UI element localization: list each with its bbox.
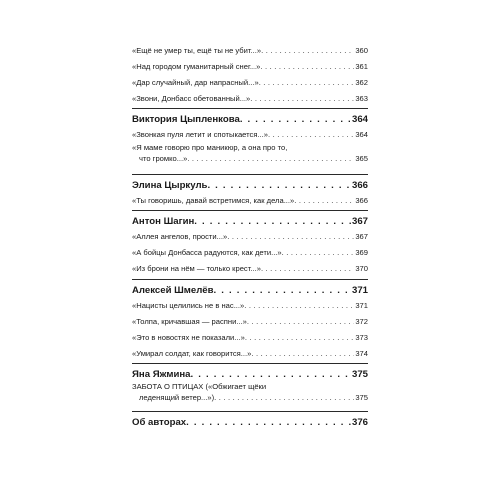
author-name: Яна Яжмина — [132, 369, 191, 380]
dot-leader — [207, 179, 351, 192]
entry-title-line1: «Я маме говорю про маникюр, а она про то, — [132, 143, 288, 152]
dot-leader — [250, 93, 354, 105]
entry-page: 364 — [355, 130, 368, 139]
entry-title: «Над городом гуманитарный снег...» — [132, 62, 261, 71]
dot-leader — [214, 284, 351, 297]
author-name: Элина Цыркуль — [132, 180, 208, 191]
dot-leader — [240, 113, 351, 126]
entry-title: «Дар случайный, дар напрасный...» — [132, 78, 259, 87]
toc-entry — [132, 247, 368, 259]
toc-entry-multiline — [132, 142, 368, 164]
entry-page: 371 — [355, 301, 368, 310]
entry-title: «Звонкая пуля летит и спотыкается...» — [132, 130, 269, 139]
toc-entry — [132, 348, 368, 360]
entry-page: 375 — [355, 393, 368, 402]
entry-title: «Аллея ангелов, прости...» — [132, 232, 228, 241]
dot-leader — [261, 263, 354, 275]
toc-entry — [132, 77, 368, 89]
dot-leader — [186, 416, 351, 429]
author-name: Об авторах — [132, 417, 187, 428]
toc-entry — [132, 231, 368, 243]
toc-author — [132, 284, 368, 297]
entry-title-line1: ЗАБОТА О ПТИЦАХ («Обжигает щёки — [132, 382, 267, 391]
entry-page: 363 — [355, 94, 368, 103]
dot-leader — [227, 231, 354, 243]
entry-title: «Из брони на нём — только крест...» — [132, 264, 261, 273]
dot-leader — [245, 332, 354, 344]
author-name: Алексей Шмелёв — [132, 285, 214, 296]
entry-page: 370 — [355, 264, 368, 273]
toc-author — [132, 113, 368, 126]
entry-title-line2: леденящий ветер...») — [139, 393, 215, 402]
section-divider — [132, 363, 368, 364]
entry-page: 374 — [355, 349, 368, 358]
entry-page: 365 — [355, 154, 368, 163]
section-divider — [132, 411, 368, 412]
section-divider — [132, 279, 368, 280]
dot-leader — [261, 45, 354, 57]
author-page: 364 — [351, 114, 368, 125]
dot-leader — [247, 316, 354, 328]
author-name: Виктория Цыпленкова — [132, 114, 240, 125]
toc-entry — [132, 45, 368, 57]
dot-leader — [282, 247, 355, 259]
author-page: 366 — [351, 180, 368, 191]
toc-entry — [132, 316, 368, 328]
entry-page: 360 — [355, 46, 368, 55]
section-divider — [132, 210, 368, 211]
dot-leader — [187, 153, 354, 164]
toc-entry — [132, 93, 368, 105]
dot-leader — [214, 392, 354, 403]
dot-leader — [259, 77, 355, 89]
entry-page: 369 — [355, 248, 368, 257]
entry-title: «Ты говоришь, давай встретимся, как дела...» — [132, 196, 295, 205]
author-page: 375 — [351, 369, 368, 380]
section-divider — [132, 174, 368, 175]
author-page: 367 — [351, 216, 368, 227]
entry-title: «Нацисты целились не в нас...» — [132, 301, 245, 310]
dot-leader — [294, 195, 354, 207]
toc-entry — [132, 263, 368, 275]
dot-leader — [251, 348, 354, 360]
entry-title: «Толпа, кричавшая — распни...» — [132, 317, 247, 326]
entry-title-line2-row — [132, 392, 368, 403]
toc-entry-multiline — [132, 381, 368, 403]
entry-page: 373 — [355, 333, 368, 342]
toc-entry — [132, 61, 368, 73]
dot-leader — [260, 61, 354, 73]
toc-entry — [132, 300, 368, 312]
entry-title-line2-row — [132, 153, 368, 164]
dot-leader — [268, 129, 354, 141]
toc-entry — [132, 195, 368, 207]
entry-title: «Звони, Донбасс обетованный...» — [132, 94, 251, 103]
entry-title: «Умирал солдат, как говорится...» — [132, 349, 252, 358]
author-page: 376 — [351, 417, 368, 428]
entry-title: «Это в новостях не показали...» — [132, 333, 245, 342]
entry-title: «Ещё не умер ты, ещё ты не убит...» — [132, 46, 262, 55]
entry-page: 366 — [355, 196, 368, 205]
entry-page: 372 — [355, 317, 368, 326]
toc-entry — [132, 129, 368, 141]
toc-author — [132, 179, 368, 192]
author-name: Антон Шагин — [132, 216, 195, 227]
entry-page: 362 — [355, 78, 368, 87]
toc-author — [132, 215, 368, 228]
dot-leader — [191, 368, 351, 381]
toc-author — [132, 368, 368, 381]
section-divider — [132, 108, 368, 109]
entry-page: 367 — [355, 232, 368, 241]
entry-title: «А бойцы Донбасса радуются, как дети...» — [132, 248, 282, 257]
toc-entry — [132, 332, 368, 344]
dot-leader — [194, 215, 351, 228]
entry-title-line2: что громко...» — [139, 154, 188, 163]
dot-leader — [244, 300, 354, 312]
entry-page: 361 — [355, 62, 368, 71]
toc-author — [132, 416, 368, 429]
author-page: 371 — [351, 285, 368, 296]
